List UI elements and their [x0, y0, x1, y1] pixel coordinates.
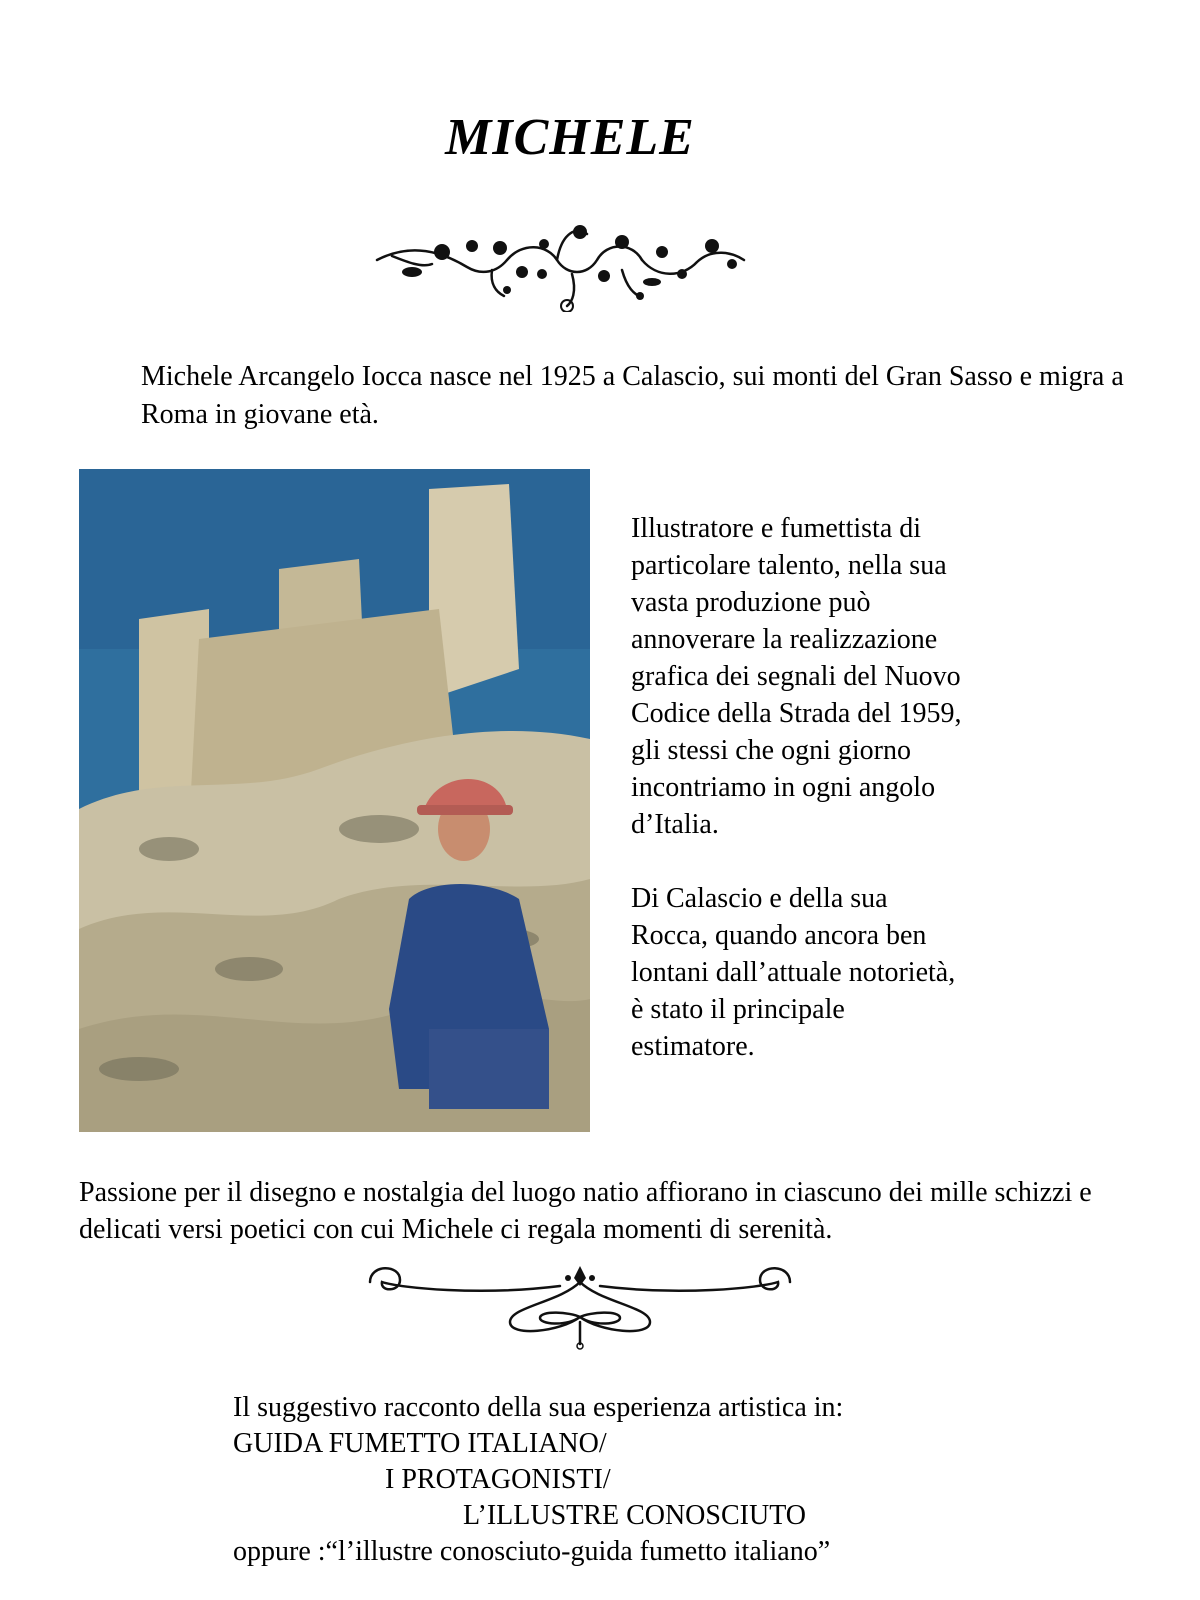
page-title: MICHELE [445, 109, 695, 166]
story-line-4: L’ILLUSTRE CONOSCIUTO [463, 1500, 807, 1531]
bio-paragraph-1: Illustratore e fumettista di particolare talento, nella sua vasta produzione può annoverare la realizzazione grafica dei segnali del Nuovo Codice della Strada del 1959, gli stessi che ogni giorno incontriamo in ogni angolo d’Italia. [631, 513, 962, 840]
story-line-3: I PROTAGONISTI/ [385, 1464, 611, 1495]
portrait-photo [79, 469, 590, 1132]
story-line-5: oppure :“l’illustre conosciuto-guida fumetto italiano” [233, 1536, 831, 1567]
story-line-2: GUIDA FUMETTO ITALIANO/ [233, 1428, 607, 1459]
intro-paragraph: Michele Arcangelo Iocca nasce nel 1925 a Calascio, sui monti del Gran Sasso e migra a Roma in giovane età. [141, 361, 1124, 430]
bio-text [631, 510, 1151, 1065]
flourish-ornament-icon [360, 1252, 800, 1352]
story-reference [233, 1390, 1133, 1570]
floral-ornament-icon [372, 212, 752, 312]
passion-paragraph: Passione per il disegno e nostalgia del luogo natio affiorano in ciascuno dei mille schizzi e delicati versi poetici con cui Michele ci regala momenti di serenità. [79, 1177, 1092, 1245]
bio-paragraph-2: Di Calascio e della sua Rocca, quando ancora ben lontani dall’attuale notorietà, è stato il principale estimatore. [631, 883, 956, 1062]
story-line-1: Il suggestivo racconto della sua esperienza artistica in: [233, 1392, 844, 1423]
